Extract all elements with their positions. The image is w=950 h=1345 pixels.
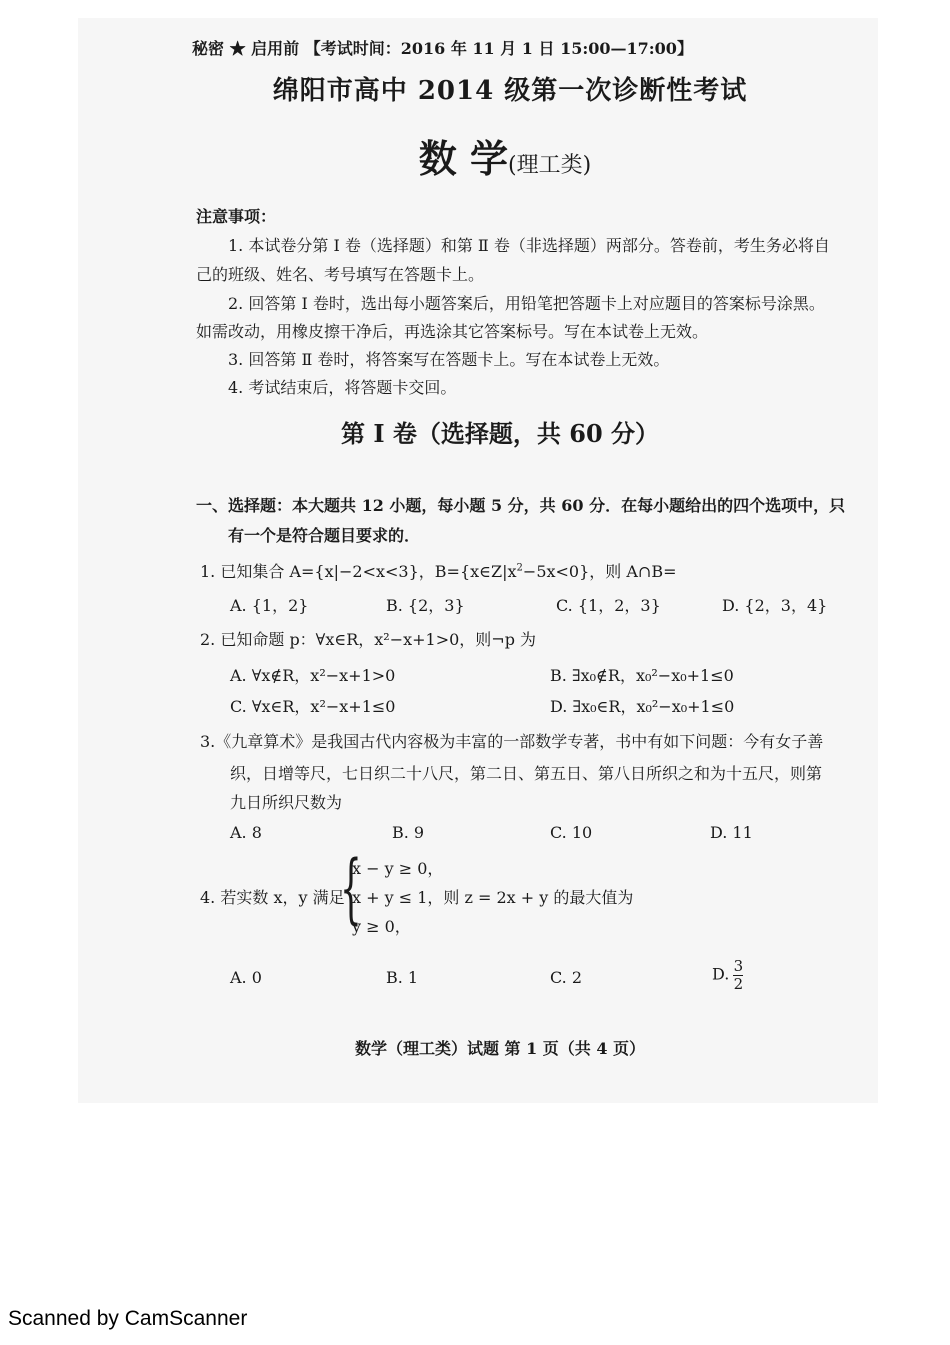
question-1-option-a: A. {1，2}: [230, 596, 309, 615]
notice-item-3: 3. 回答第 Ⅱ 卷时，将答案写在答题卡上。写在本试卷上无效。: [228, 350, 670, 369]
question-3-line-2: 织，日增等尺，七日织二十八尺，第二日、第五日、第八日所织之和为十五尺，则第: [230, 764, 823, 783]
section-instructions-line-2: 有一个是符合题目要求的．: [228, 526, 421, 545]
question-1-option-b: B. {2，3}: [386, 596, 465, 615]
notice-item-4: 4. 考试结束后，将答题卡交回。: [228, 378, 457, 397]
notice-heading: 注意事项：: [196, 207, 277, 226]
camscanner-watermark: Scanned by CamScanner: [8, 1307, 248, 1330]
question-1-option-d: D. {2，3，4}: [722, 596, 828, 615]
fraction: [733, 958, 743, 992]
question-3-option-b: B. 9: [392, 823, 425, 842]
question-1-option-c: C. {1，2，3}: [556, 596, 661, 615]
notice-item-2-line-2: 如需改动，用橡皮擦干净后，再选涂其它答案标号。写在本试卷上无效。: [196, 322, 709, 341]
question-3-option-d: D. 11: [710, 823, 753, 842]
confidential-exam-time-line: 秘密 ★ 启用前 【考试时间：2016 年 11 月 1 日 15:00—17:00】: [192, 39, 693, 58]
question-2-option-b: B. ∃x₀∉R，x₀²−x₀+1≤0: [550, 666, 734, 685]
question-3-option-c: C. 10: [550, 823, 593, 842]
subject-heading: [0, 128, 950, 183]
question-4-option-a: A. 0: [230, 968, 262, 987]
question-1-stem: [200, 559, 677, 582]
section-title: 第 Ⅰ 卷（选择题，共 60 分）: [340, 419, 660, 448]
question-2-option-a: A. ∀x∉R，x²−x+1>0: [230, 666, 396, 685]
question-1-stem-post: −5x<0}，则 A∩B=: [522, 562, 677, 581]
question-4-condition-3: y ≥ 0，: [352, 917, 411, 936]
question-3-line-1: 3.《九章算术》是我国古代内容极为丰富的一部数学专著，书中有如下问题：今有女子善: [200, 732, 824, 751]
question-2-stem: 2. 已知命题 p：∀x∈R，x²−x+1>0，则¬p 为: [200, 630, 537, 649]
page-footer: 数学（理工类）试题 第 1 页（共 4 页）: [354, 1039, 646, 1058]
question-4-condition-2: x + y ≤ 1，则 z = 2x + y 的最大值为: [352, 888, 634, 907]
question-4-option-c: C. 2: [550, 968, 583, 987]
question-3-line-3: 九日所织尺数为: [230, 793, 343, 812]
question-4-option-d-label: D.: [712, 964, 730, 984]
notice-item-1-line-2: 己的班级、姓名、考号填写在答题卡上。: [196, 265, 485, 284]
question-2-option-c: C. ∀x∈R，x²−x+1≤0: [230, 697, 396, 716]
question-3-option-a: A. 8: [230, 823, 262, 842]
fraction-numerator: 3: [733, 957, 744, 975]
notice-item-2-line-1: 2. 回答第 Ⅰ 卷时，选出每小题答案后，用铅笔把答题卡上对应题目的答案标号涂黑。: [228, 294, 825, 313]
subject-suffix: (理工类): [508, 153, 592, 178]
question-1-stem-pre: 1. 已知集合 A={x|−2<x<3}，B={x∈Z|x: [200, 562, 517, 581]
question-4-condition-1: x − y ≥ 0，: [352, 859, 444, 878]
section-instructions-line-1: 一、选择题：本大题共 12 小题，每小题 5 分，共 60 分．在每小题给出的四个选项中，只: [196, 496, 846, 515]
question-1-exponent: 2: [516, 562, 523, 574]
fraction-denominator: 2: [733, 974, 744, 993]
question-4-option-d: [712, 958, 743, 992]
exam-title: 绵阳市高中 2014 级第一次诊断性考试: [272, 76, 748, 106]
question-4-option-b: B. 1: [386, 968, 419, 987]
question-4-stem: 4. 若实数 x，y 满足: [200, 888, 345, 907]
subject-name: 数 学: [418, 136, 509, 181]
system-brace: {: [340, 843, 362, 932]
question-2-option-d: D. ∃x₀∈R，x₀²−x₀+1≤0: [550, 697, 735, 716]
notice-item-1-line-1: 1. 本试卷分第 Ⅰ 卷（选择题）和第 Ⅱ 卷（非选择题）两部分。答卷前，考生务必将自: [228, 236, 830, 255]
